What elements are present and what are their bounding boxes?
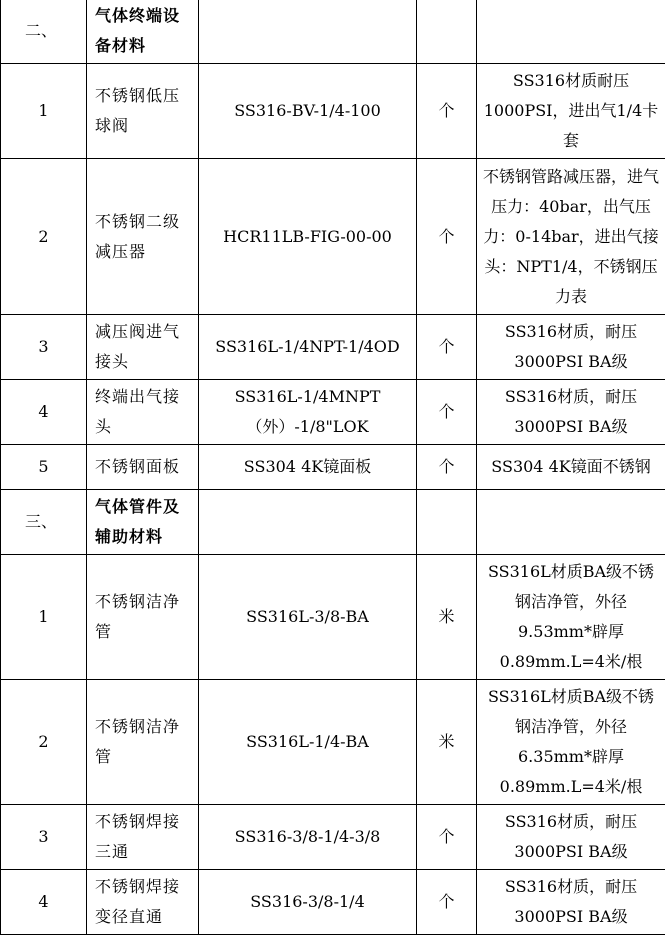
item-row bbox=[1, 870, 665, 935]
empty-cell bbox=[477, 0, 665, 64]
item-unit: 个 bbox=[417, 315, 477, 380]
item-model: SS316-3/8-1/4-3/8 bbox=[199, 805, 417, 870]
item-note: SS316材质耐压1000PSI，进出气1/4卡套 bbox=[477, 64, 665, 159]
item-note: SS316材质，耐压3000PSI BA级 bbox=[477, 870, 665, 935]
item-note: SS316材质，耐压3000PSI BA级 bbox=[477, 380, 665, 445]
item-unit: 个 bbox=[417, 870, 477, 935]
item-unit: 个 bbox=[417, 64, 477, 159]
empty-cell bbox=[417, 0, 477, 64]
item-model: SS316L-1/4-BA bbox=[199, 680, 417, 805]
item-row bbox=[1, 805, 665, 870]
section-title-text: 气体终端设备材料 bbox=[95, 1, 195, 61]
item-model: SS316L-3/8-BA bbox=[199, 555, 417, 680]
item-number: 3 bbox=[1, 315, 87, 380]
item-number: 3 bbox=[1, 805, 87, 870]
section-number: 二、 bbox=[1, 0, 87, 64]
item-name bbox=[87, 315, 199, 380]
item-unit: 米 bbox=[417, 680, 477, 805]
item-model: HCR11LB-FIG-00-00 bbox=[199, 159, 417, 315]
item-name bbox=[87, 159, 199, 315]
item-unit: 个 bbox=[417, 380, 477, 445]
section-row bbox=[1, 490, 665, 555]
item-name-text: 减压阀进气接头 bbox=[95, 317, 195, 377]
empty-cell bbox=[199, 0, 417, 64]
item-note: SS316L材质BA级不锈钢洁净管，外径9.53mm*辟厚0.89mm.L=4米/根 bbox=[477, 555, 665, 680]
item-note: SS316材质，耐压3000PSI BA级 bbox=[477, 315, 665, 380]
item-name bbox=[87, 805, 199, 870]
item-name bbox=[87, 870, 199, 935]
item-row bbox=[1, 445, 665, 490]
section-title bbox=[87, 490, 199, 555]
item-row bbox=[1, 680, 665, 805]
item-note: 不锈钢管路减压器，进气压力：40bar，出气压力：0-14bar，进出气接头：NPT1/4，不锈钢压力表 bbox=[477, 159, 665, 315]
item-name-text: 不锈钢低压球阀 bbox=[95, 81, 195, 141]
empty-cell bbox=[417, 490, 477, 555]
item-unit: 个 bbox=[417, 805, 477, 870]
item-name bbox=[87, 380, 199, 445]
item-number: 4 bbox=[1, 380, 87, 445]
item-number: 2 bbox=[1, 680, 87, 805]
item-note: SS304 4K镜面不锈钢 bbox=[477, 445, 665, 490]
item-model: SS304 4K镜面板 bbox=[199, 445, 417, 490]
item-model: SS316L-1/4NPT-1/4OD bbox=[199, 315, 417, 380]
item-note: SS316材质，耐压3000PSI BA级 bbox=[477, 805, 665, 870]
item-name bbox=[87, 445, 199, 490]
item-name-text: 不锈钢面板 bbox=[95, 452, 195, 482]
item-unit: 个 bbox=[417, 159, 477, 315]
item-name bbox=[87, 555, 199, 680]
item-model: SS316-BV-1/4-100 bbox=[199, 64, 417, 159]
item-row bbox=[1, 555, 665, 680]
item-name bbox=[87, 680, 199, 805]
item-number: 1 bbox=[1, 555, 87, 680]
item-row bbox=[1, 315, 665, 380]
item-model: SS316-3/8-1/4 bbox=[199, 870, 417, 935]
item-name-text: 不锈钢二级减压器 bbox=[95, 207, 195, 267]
item-row bbox=[1, 380, 665, 445]
item-note: SS316L材质BA级不锈钢洁净管，外径6.35mm*辟厚0.89mm.L=4米/根 bbox=[477, 680, 665, 805]
section-title bbox=[87, 0, 199, 64]
item-name-text: 不锈钢焊接变径直通 bbox=[95, 872, 195, 932]
item-row bbox=[1, 159, 665, 315]
item-name-text: 不锈钢焊接三通 bbox=[95, 807, 195, 867]
empty-cell bbox=[199, 490, 417, 555]
item-number: 2 bbox=[1, 159, 87, 315]
item-number: 4 bbox=[1, 870, 87, 935]
item-row bbox=[1, 64, 665, 159]
item-name-text: 不锈钢洁净管 bbox=[95, 712, 195, 772]
item-unit: 个 bbox=[417, 445, 477, 490]
section-number: 三、 bbox=[1, 490, 87, 555]
section-title-text: 气体管件及辅助材料 bbox=[95, 492, 195, 552]
empty-cell bbox=[477, 490, 665, 555]
materials-table-body bbox=[1, 0, 665, 935]
item-number: 1 bbox=[1, 64, 87, 159]
item-name-text: 终端出气接头 bbox=[95, 382, 195, 442]
item-unit: 米 bbox=[417, 555, 477, 680]
item-number: 5 bbox=[1, 445, 87, 490]
item-name-text: 不锈钢洁净管 bbox=[95, 587, 195, 647]
item-model: SS316L-1/4MNPT（外）-1/8"LOK bbox=[199, 380, 417, 445]
item-name bbox=[87, 64, 199, 159]
section-row bbox=[1, 0, 665, 64]
